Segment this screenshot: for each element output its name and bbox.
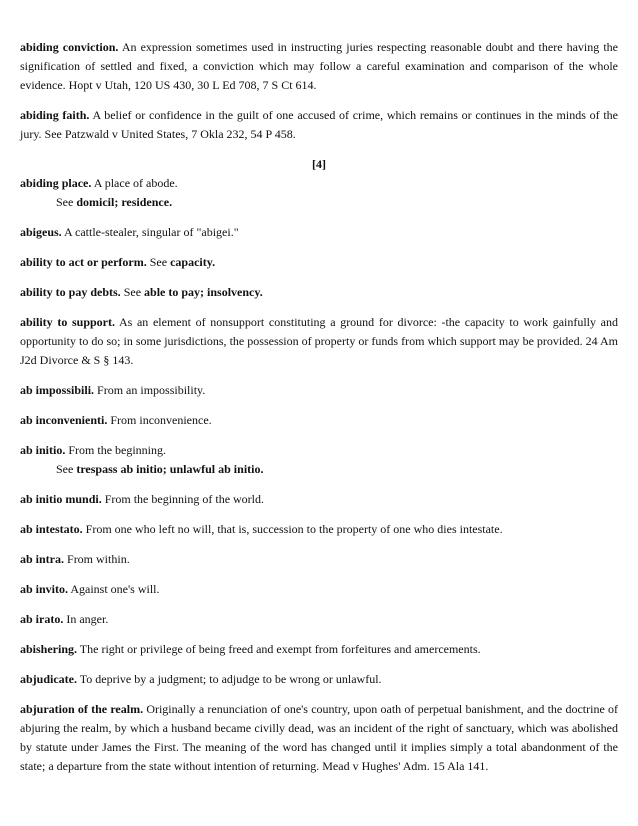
entry-term: ab intestato. xyxy=(20,522,83,536)
entry-term: ab intra. xyxy=(20,552,65,566)
entry-abjuration-of-the-realm xyxy=(20,700,618,776)
page-number: [4] xyxy=(312,157,326,171)
entry-term: abigeus. xyxy=(20,225,62,239)
entry-definition: From one who left no will, that is, succession to the property of one who dies intestate. xyxy=(82,522,503,536)
entry-abigeus xyxy=(20,223,618,242)
see-label: See xyxy=(56,195,77,209)
see-also-line xyxy=(20,193,618,212)
entry-definition: Originally a renunciation of one's country, upon oath of perpetual banishment, and the doctrine of abjuring the realm, by which a husband became civilly dead, was an incident of the right of sanctuary, which was abolished by statute under James the First. The meaning of the word has changed until it implies simply a total abandonment of the state; a departure from the state without intention of returning. Mead v Hughes' Adm. 15 Ala 141. xyxy=(20,702,618,773)
entry-definition: As an element of nonsupport constituting a ground for divorce: -the capacity to work gainfully and opportunity to do so; in some jurisdictions, the possession of property or funds from which support may be provided. 24 Am J2d Divorce & S § 143. xyxy=(20,315,618,367)
entry-definition: An expression sometimes used in instructing juries respecting reasonable doubt and there having the signification of settled and fixed, a conviction which may follow a careful examination and comparison of the whole evidence. Hopt v Utah, 120 US 430, 30 L Ed 708, 7 S Ct 614. xyxy=(20,40,618,92)
entry-abjudicate xyxy=(20,670,618,689)
entry-abiding-faith xyxy=(20,106,618,144)
entry-definition: See xyxy=(120,285,145,299)
entry-definition: From the beginning. xyxy=(65,443,167,457)
entry-term: ab invito. xyxy=(20,582,69,596)
cross-reference: able to pay; insolvency. xyxy=(144,285,263,299)
entry-abiding-place xyxy=(20,174,618,212)
entry-ab-initio xyxy=(20,441,618,479)
entry-ab-inconvenienti xyxy=(20,411,618,430)
entry-term: ab inconvenienti. xyxy=(20,413,108,427)
entry-definition: From inconvenience. xyxy=(107,413,212,427)
entry-term: ab impossibili. xyxy=(20,383,95,397)
entry-definition: A cattle-stealer, singular of "abigei." xyxy=(61,225,239,239)
cross-reference: domicil; residence. xyxy=(76,195,173,209)
entry-definition: In anger. xyxy=(63,612,109,626)
entry-ab-invito xyxy=(20,580,618,599)
entry-abiding-conviction xyxy=(20,38,618,95)
entry-ab-irato xyxy=(20,610,618,629)
entry-term: ability to support. xyxy=(20,315,115,329)
entry-definition: To deprive by a judgment; to adjudge to be wrong or unlawful. xyxy=(77,672,382,686)
entry-term: ab initio mundi. xyxy=(20,492,102,506)
entry-ability-to-pay-debts xyxy=(20,283,618,302)
entry-term: ab irato. xyxy=(20,612,64,626)
dictionary-page xyxy=(20,38,618,787)
entry-term: abiding place. xyxy=(20,176,92,190)
entry-definition: From an impossibility. xyxy=(94,383,206,397)
cross-reference: trespass ab initio; unlawful ab initio. xyxy=(76,462,264,476)
entry-term: abiding conviction. xyxy=(20,40,119,54)
see-also-line xyxy=(20,460,618,479)
entry-term: abiding faith. xyxy=(20,108,90,122)
entry-definition: The right or privilege of being freed and exempt from forfeitures and amercements. xyxy=(77,642,481,656)
entry-ab-intra xyxy=(20,550,618,569)
entry-ability-to-act xyxy=(20,253,618,272)
entry-definition: See xyxy=(146,255,171,269)
cross-reference: capacity. xyxy=(170,255,216,269)
see-label: See xyxy=(56,462,77,476)
entry-definition: From within. xyxy=(64,552,130,566)
entry-definition: Against one's will. xyxy=(68,582,160,596)
entry-definition: A belief or confidence in the guilt of one accused of crime, which remains or continues in the minds of the jury. See Patzwald v United States, 7 Okla 232, 54 P 458. xyxy=(20,108,618,141)
entry-term: abjuration of the realm. xyxy=(20,702,144,716)
entry-ability-to-support xyxy=(20,313,618,370)
entry-ab-initio-mundi xyxy=(20,490,618,509)
entry-term: abjudicate. xyxy=(20,672,77,686)
entry-term: ability to pay debts. xyxy=(20,285,121,299)
entry-definition: From the beginning of the world. xyxy=(101,492,265,506)
entry-ab-impossibili xyxy=(20,381,618,400)
entry-term: ab initio. xyxy=(20,443,66,457)
entry-term: abishering. xyxy=(20,642,78,656)
entry-definition: A place of abode. xyxy=(91,176,178,190)
entry-ab-intestato xyxy=(20,520,618,539)
entry-term: ability to act or perform. xyxy=(20,255,147,269)
entry-abishering xyxy=(20,640,618,659)
